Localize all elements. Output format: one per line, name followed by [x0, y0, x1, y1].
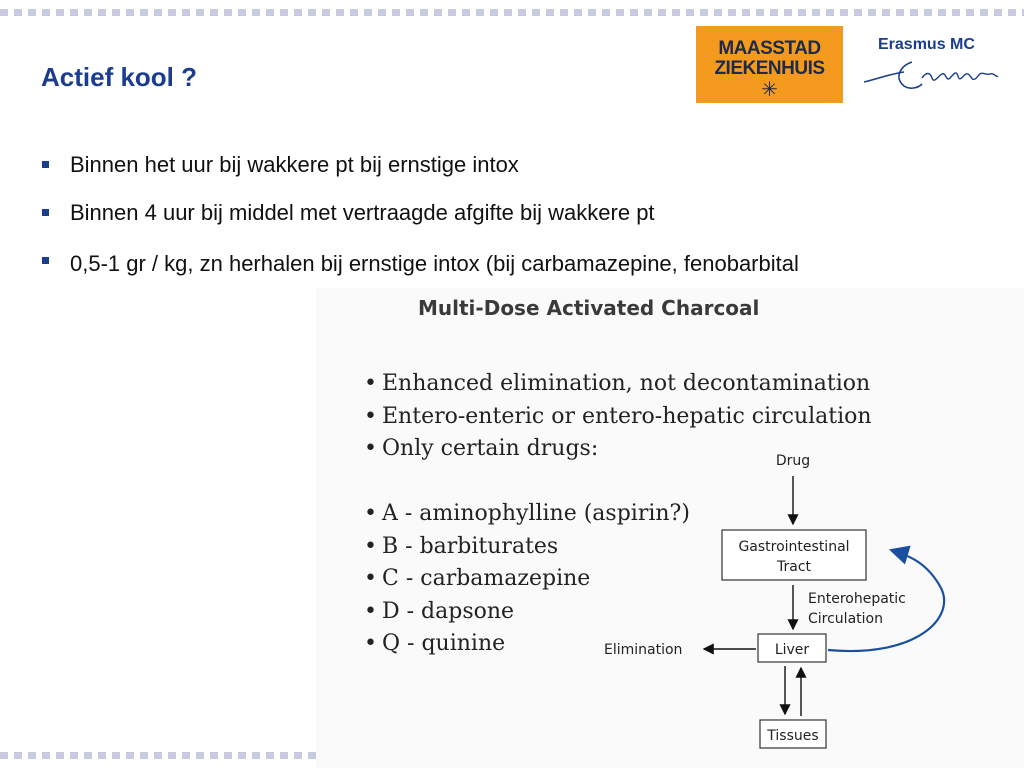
drug-label: Drug	[775, 453, 811, 469]
erasmus-signature-icon	[860, 56, 1010, 100]
charcoal-figure-panel	[316, 288, 1024, 768]
bullet-square-icon	[42, 161, 49, 168]
figure-title: Multi-Dose Activated Charcoal	[418, 296, 760, 320]
top-dashed-border	[0, 9, 1024, 16]
drug-item: • A - aminophylline (aspirin?)	[364, 501, 690, 526]
drug-item: • B - barbiturates	[364, 533, 559, 559]
figure-point: • Only certain drugs:	[364, 436, 599, 461]
bullet-square-icon	[42, 209, 49, 216]
enterohepatic-diagram	[316, 288, 1024, 768]
bottom-dashed-border	[0, 752, 316, 759]
gi-tract-label: Gastrointestinal	[738, 539, 850, 555]
drug-item: • D - dapsone	[364, 598, 515, 624]
asterisk-icon: ✳	[761, 79, 778, 101]
figure-point: • Entero-enteric or entero-hepatic circulation	[364, 403, 872, 429]
bullet-list	[40, 148, 890, 297]
slide-title: Actief kool ?	[41, 62, 198, 92]
tissues-label: Tissues	[767, 728, 819, 744]
drug-item: • Q - quinine	[364, 631, 506, 656]
liver-label: Liver	[774, 642, 810, 658]
enterohepatic-label-2: Circulation	[808, 611, 883, 627]
erasmus-mc-logo: Erasmus MC	[860, 30, 1010, 100]
maasstad-ziekenhuis-logo: MAASSTAD ZIEKENHUIS ✳	[696, 26, 843, 103]
figure-point: • Enhanced elimination, not decontamination	[364, 371, 871, 396]
elimination-label: Elimination	[604, 642, 683, 658]
enterohepatic-label: Enterohepatic	[808, 591, 906, 607]
gi-tract-label-2: Tract	[776, 559, 812, 575]
bullet-square-icon	[42, 257, 49, 264]
bullet-item: Binnen 4 uur bij middel met vertraagde afgifte bij wakkere pt	[40, 196, 890, 230]
drug-item: • C - carbamazepine	[364, 566, 591, 591]
bullet-item: Binnen het uur bij wakkere pt bij ernstige intox	[40, 148, 890, 182]
bullet-item: 0,5-1 gr / kg, zn herhalen bij ernstige intox (bij carbamazepine, fenobarbital	[40, 244, 890, 283]
